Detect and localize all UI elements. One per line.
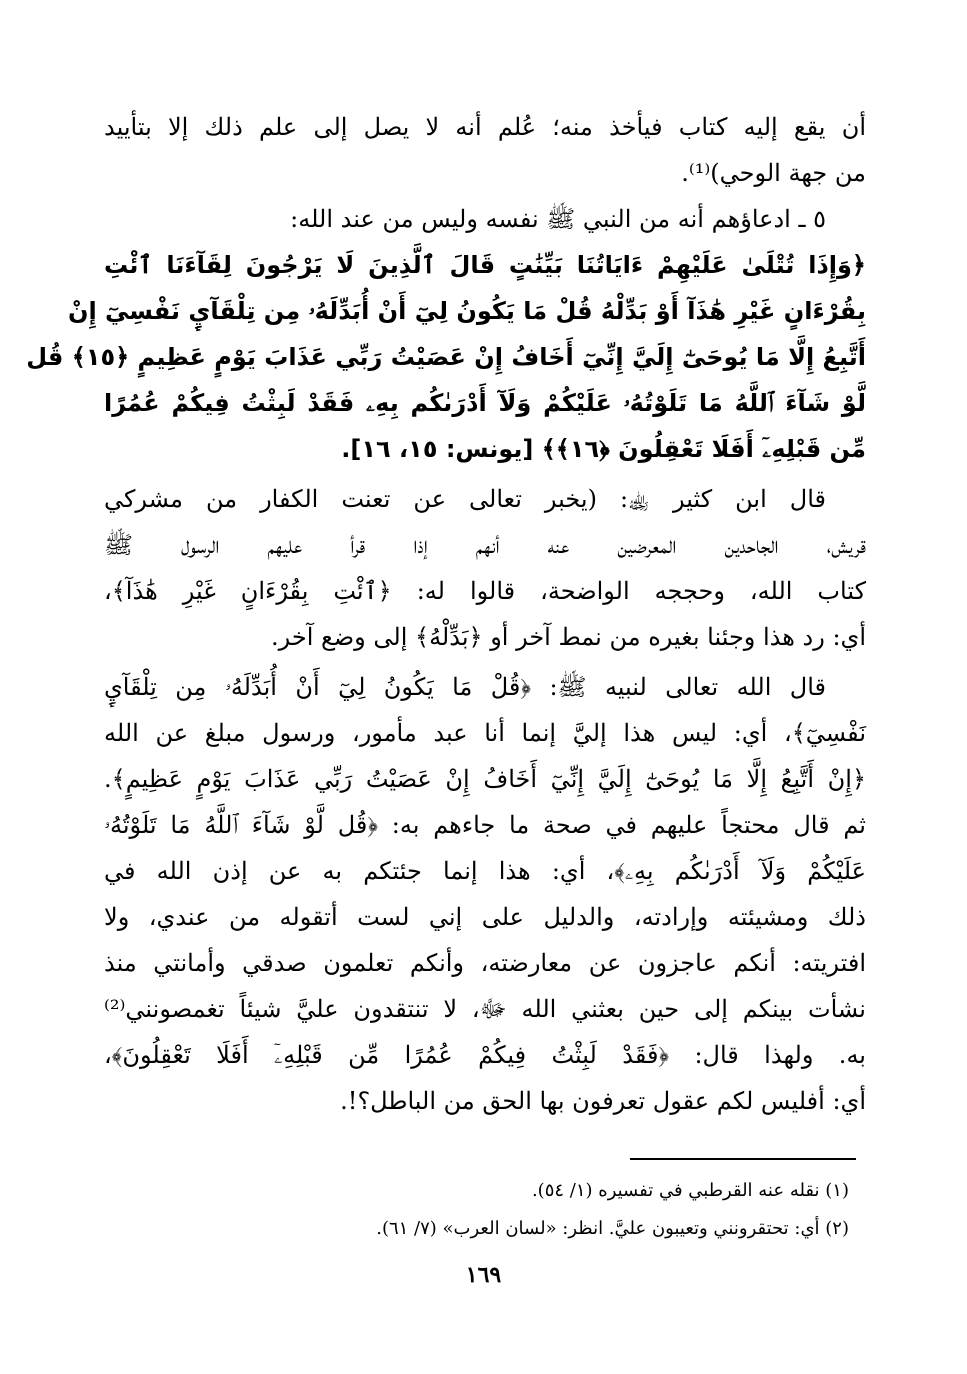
page-body xyxy=(26,104,866,1124)
text-line: ثم قال محتجاً عليهم في صحة ما جاءهم به: ﴿قُل لَّوْ شَآءَ ٱللَّهُ مَا تَلَوْتُهُۥ xyxy=(104,811,866,839)
quran-line: لَّوْ شَآءَ ٱللَّهُ مَا تَلَوْتُهُۥ عَلَيْكُمْ وَلَآ أَدْرَىٰكُم بِهِۦ فَقَدْ لَبِثْتُ فِيكُمْ عُمُرًا xyxy=(104,389,866,417)
section-heading: ٥ ـ ادعاؤهم أنه من النبي ﷺ نفسه وليس من عند الله: xyxy=(290,205,826,233)
text-line: عَلَيْكُمْ وَلَآ أَدْرَىٰكُم بِهِۦ﴾، أي: هذا إنما جئتكم به عن إذن الله في xyxy=(104,857,866,885)
footnote-1: (١) نقله عنه القرطبي في تفسيره (١/ ٥٤). xyxy=(531,1180,849,1201)
quran-line: ﴿وَإِذَا تُتْلَىٰ عَلَيْهِمْ ءَايَاتُنَا بَيِّنَٰتٍ قَالَ ٱلَّذِينَ لَا يَرْجُونَ لِقَآءَنَا ٱئْتِ xyxy=(104,251,866,279)
text-line: نشأت بينكم إلى حين بعثني الله ﷻ، لا تنتقدون عليَّ شيئاً تغمصونني⁽²⁾ xyxy=(104,995,866,1023)
paragraph-1 xyxy=(104,104,866,196)
footnote-2: (٢) أي: تحتقرونني وتعيبون عليَّ. انظر: «لسان العرب» (٧/ ٦١). xyxy=(376,1218,849,1239)
quran-line: مِّن قَبْلِهِۦٓ أَفَلَا تَعْقِلُونَ ﴿١٦﴾﴾ [يونس: ١٥، ١٦]. xyxy=(341,435,866,463)
quran-line: أَتَّبِعُ إِلَّا مَا يُوحَىٰٓ إِلَيَّ إِنِّيٓ أَخَافُ إِنْ عَصَيْتُ رَبِّي عَذَابَ يَوْمٍ عَظِيمٍ ﴿١٥﴾ قُل xyxy=(26,343,866,371)
quran-block xyxy=(26,242,866,472)
footnote-divider xyxy=(630,1158,856,1160)
quran-line: بِقُرْءَانٍ غَيْرِ هَٰذَآ أَوْ بَدِّلْهُ قُلْ مَا يَكُونُ لِيٓ أَنْ أُبَدِّلَهُۥ مِن تِلْقَآيِٕ نَفْسِيٓ إِنْ xyxy=(67,297,866,325)
text-line: قال الله تعالى لنبيه ﷺ: ﴿قُلْ مَا يَكُونُ لِيٓ أَنْ أُبَدِّلَهُۥ مِن تِلْقَآيِٕ xyxy=(104,673,826,701)
text-line: افتريته: أنكم عاجزون عن معارضته، وأنكم تعلمون صدقي وأمانتي منذ xyxy=(104,949,866,977)
paragraph-3 xyxy=(104,476,866,660)
text-line: ﴿إِنْ أَتَّبِعُ إِلَّا مَا يُوحَىٰٓ إِلَيَّ إِنِّيٓ أَخَافُ إِنْ عَصَيْتُ رَبِّي عَذَابَ يَوْمٍ عَظِيمٍ﴾. xyxy=(104,765,866,793)
text-line: قال ابن كثير ﵀: (يخبر تعالى عن تعنت الكفار من مشركي xyxy=(104,485,826,513)
text-line: ذلك ومشيئته وإرادته، والدليل على إني لست أتقوله من عندي، ولا xyxy=(104,903,866,931)
paragraph-4 xyxy=(104,664,866,1124)
text-line: من جهة الوحي)⁽¹⁾. xyxy=(681,159,866,187)
text-line: أي: رد هذا وجئنا بغيره من نمط آخر أو ﴿بَدِّلْهُ﴾ إلى وضع آخر. xyxy=(271,623,866,651)
text-line: أن يقع إليه كتاب فيأخذ منه؛ عُلم أنه لا يصل إلى علم ذلك إلا بتأييد xyxy=(104,113,866,141)
text-line: كتاب الله، وحججه الواضحة، قالوا له: ﴿ٱئْتِ بِقُرْءَانٍ غَيْرِ هَٰذَآ﴾، xyxy=(104,577,866,605)
text-line: أي: أفليس لكم عقول تعرفون بها الحق من الباطل؟!. xyxy=(340,1087,866,1115)
text-line: به. ولهذا قال: ﴿فَقَدْ لَبِثْتُ فِيكُمْ عُمُرًا مِّن قَبْلِهِۦٓ أَفَلَا تَعْقِلُونَ﴾، xyxy=(104,1041,866,1069)
page-number: ١٦٩ xyxy=(465,1262,502,1288)
footnotes xyxy=(109,1172,849,1248)
text-line: نَفْسِيٓ﴾، أي: ليس هذا إليَّ إنما أنا عبد مأمور، ورسول مبلغ عن الله xyxy=(104,719,866,747)
text-line: قريش، الجاحدين المعرضين عنه أنهم إذا قرأ عليهم الرسول ﷺ xyxy=(104,531,866,559)
